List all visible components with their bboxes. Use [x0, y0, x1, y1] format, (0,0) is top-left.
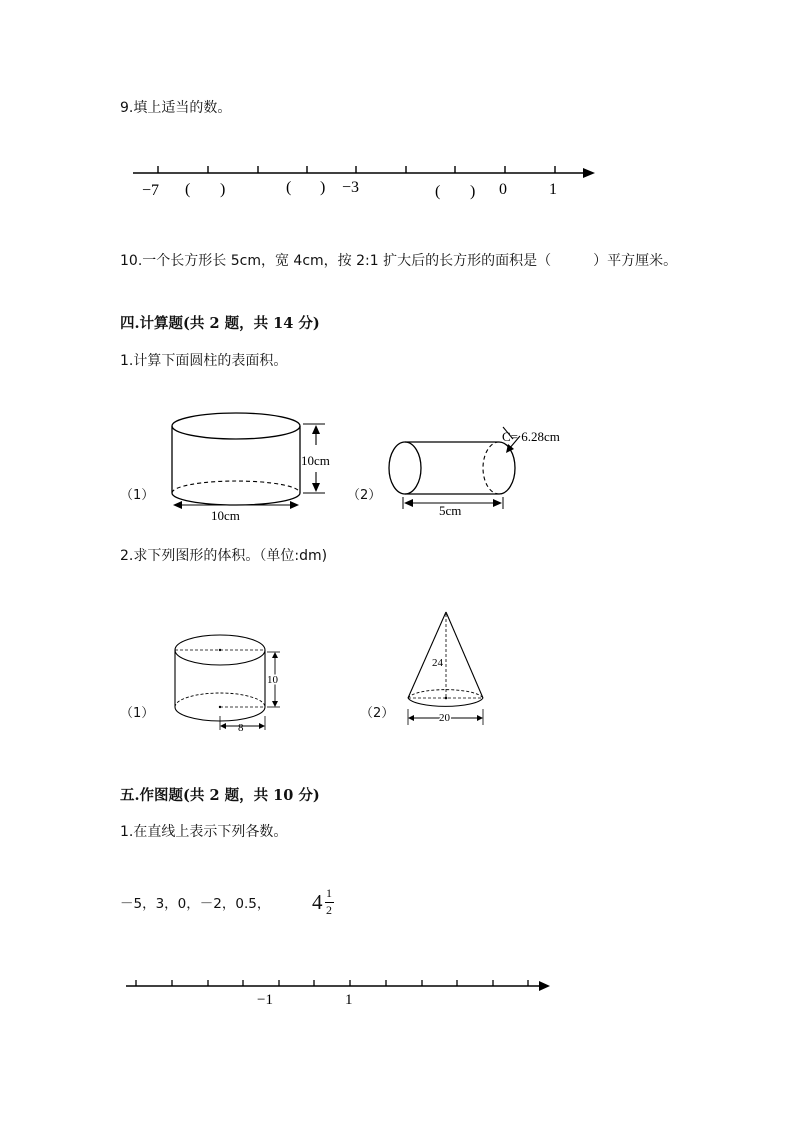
q9-label: ( [286, 179, 292, 196]
section4-heading: 四.计算题(共 2 题，共 14 分) [120, 315, 320, 332]
cyl-height-label: 10 [267, 674, 278, 686]
fig2-length-label: 5cm [439, 503, 462, 518]
s5-axis-label: 1 [345, 992, 353, 1008]
q9-label: −7 [142, 182, 160, 199]
mixed-numerator: 1 [326, 886, 332, 900]
q9-label: ( [185, 181, 191, 198]
cyl-radius-label: 8 [238, 722, 244, 734]
s4-q2-title: 2.求下列图形的体积。（单位:dm) [120, 548, 328, 564]
s4-fig2-number: （2） [347, 488, 382, 503]
s4-q1-title: 1.计算下面圆柱的表面积。 [120, 353, 288, 369]
mixed-whole: 4 [312, 890, 323, 914]
cylinder-volume-figure [170, 630, 300, 735]
cone-volume-figure [400, 608, 500, 728]
cylinder-figure-1 [165, 412, 365, 522]
s5-axis-label: −1 [257, 992, 273, 1008]
cone-diameter-label: 20 [439, 712, 450, 724]
s5-q1-title: 1.在直线上表示下列各数。 [120, 824, 288, 840]
s4-q2-fig1-number: （1） [120, 706, 155, 721]
mixed-denominator: 2 [326, 903, 332, 917]
q9-label: 1 [549, 181, 557, 198]
q9-label: ( [435, 183, 441, 200]
s5-number-list: －5，3，0，－2，0.5， [120, 896, 271, 912]
q9-label: ) [470, 183, 476, 200]
s5-number-line [0, 970, 794, 1010]
s4-q2-fig2-number: （2） [360, 706, 395, 721]
fig1-height-label: 10cm [301, 453, 330, 468]
fig1-diameter-label: 10cm [211, 508, 240, 523]
cylinder-figure-2 [385, 425, 585, 525]
cone-height-label: 24 [432, 657, 443, 669]
q9-label: ) [320, 179, 326, 196]
q9-label: 0 [499, 181, 507, 198]
q9-label: ) [220, 181, 226, 198]
fig2-circumference-label: C= 6.28cm [502, 429, 560, 444]
q9-title: 9.填上适当的数。 [120, 100, 232, 116]
q10-text: 10.一个长方形长 5cm，宽 4cm，按 2:1 扩大后的长方形的面积是（ ）平方厘米。 [120, 253, 678, 269]
section5-heading: 五.作图题(共 2 题，共 10 分) [120, 787, 320, 804]
q9-label: −3 [342, 179, 360, 196]
q9-number-line [0, 150, 794, 210]
s4-fig1-number: （1） [120, 488, 155, 503]
